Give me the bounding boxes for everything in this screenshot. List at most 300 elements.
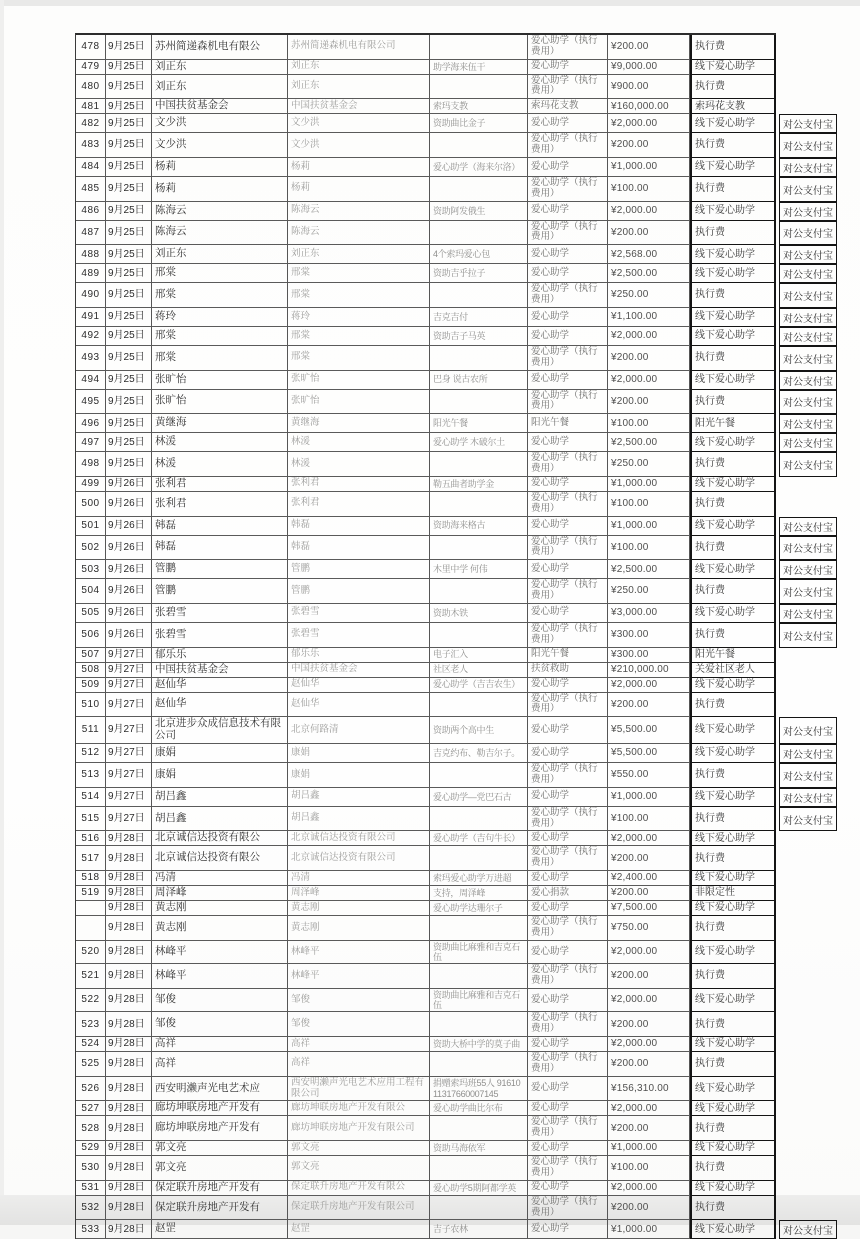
date-cell: 9月25日 <box>106 390 152 415</box>
donor-name-cell: 冯清 <box>152 871 288 886</box>
purpose-cell: 资助阿发俄生 <box>430 202 528 221</box>
payment-method-cell: 对公支付宝 <box>779 604 837 623</box>
date-cell: 9月28日 <box>106 1052 152 1077</box>
donor-name-cell: 林湲 <box>152 433 288 452</box>
donor-name-cell: 保定联升房地产开发有 <box>152 1196 288 1221</box>
donor-name-cell: 邢棠 <box>152 327 288 346</box>
category-cell: 爱心助学 <box>528 871 608 886</box>
payment-method-cell: 对公支付宝 <box>779 245 837 264</box>
row-number-cell: 524 <box>76 1037 106 1052</box>
purpose-cell <box>430 452 528 477</box>
amount-cell: ¥2,000.00 <box>608 1101 690 1116</box>
row-number-cell: 528 <box>76 1116 106 1141</box>
date-cell: 9月25日 <box>106 35 152 60</box>
note-cell: 执行费 <box>690 283 776 308</box>
row-number-cell: 497 <box>76 433 106 452</box>
payment-method-cell <box>779 941 785 965</box>
purpose-cell: 资助木铁 <box>430 604 528 623</box>
note-cell: 阳光午餐 <box>690 414 776 433</box>
row-number-cell: 499 <box>76 477 106 492</box>
date-cell: 9月28日 <box>106 1101 152 1116</box>
payment-method-cell <box>779 1196 785 1221</box>
donor-name-copy-cell: 张旷怡 <box>288 390 430 415</box>
date-cell: 9月27日 <box>106 693 152 718</box>
donor-name-copy-cell: 蒋玲 <box>288 308 430 327</box>
amount-cell: ¥5,500.00 <box>608 744 690 763</box>
purpose-cell: 爱心助学达珊尔子 <box>430 901 528 916</box>
donor-name-copy-cell: 赵仙华 <box>288 693 430 718</box>
amount-cell: ¥2,568.00 <box>608 245 690 264</box>
category-cell: 爱心助学（执行费用） <box>528 133 608 158</box>
amount-cell: ¥5,500.00 <box>608 717 690 744</box>
category-cell: 爱心助学 <box>528 604 608 623</box>
date-cell: 9月28日 <box>106 964 152 989</box>
purpose-cell <box>430 346 528 371</box>
table-row <box>76 492 776 517</box>
category-cell: 扶贫救助 <box>528 663 608 678</box>
donor-name-copy-cell: 黄志刚 <box>288 901 430 916</box>
table-row <box>76 433 833 452</box>
table-row <box>76 371 833 390</box>
table-row <box>76 389 833 415</box>
scan-artifact-left <box>0 0 4 1225</box>
donor-name-copy-cell: 胡吕鑫 <box>288 788 430 807</box>
date-cell: 9月25日 <box>106 283 152 308</box>
date-cell: 9月26日 <box>106 536 152 561</box>
note-cell: 执行费 <box>690 964 776 989</box>
donor-name-cell: 黄志刚 <box>152 901 288 916</box>
amount-cell: ¥200.00 <box>608 390 690 415</box>
note-cell: 执行费 <box>690 916 776 941</box>
amount-cell: ¥1,000.00 <box>608 517 690 536</box>
donor-name-copy-cell: 胡吕鑫 <box>288 807 430 832</box>
payment-method-cell: 对公支付宝 <box>779 390 837 415</box>
amount-cell: ¥200.00 <box>608 886 690 901</box>
amount-cell: ¥2,000.00 <box>608 678 690 693</box>
row-number-cell: 521 <box>76 964 106 989</box>
row-number-cell: 485 <box>76 177 106 202</box>
table-row <box>76 901 776 916</box>
donor-name-cell: 郭文亮 <box>152 1156 288 1181</box>
note-cell: 线下爱心助学 <box>690 717 776 744</box>
table-row <box>76 202 833 221</box>
purpose-cell: 爱心助学（吉句牛长） <box>430 831 528 846</box>
donor-name-copy-cell: 杨莉 <box>288 177 430 202</box>
donor-name-copy-cell: 郭文亮 <box>288 1156 430 1181</box>
note-cell: 线下爱心助学 <box>690 1077 776 1102</box>
note-cell: 执行费 <box>690 536 776 561</box>
row-number-cell: 484 <box>76 158 106 177</box>
donor-name-cell: 北京诚信达投资有限公 <box>152 831 288 846</box>
table-row <box>76 941 776 965</box>
amount-cell: ¥200.00 <box>608 346 690 371</box>
payment-method-cell <box>779 901 785 916</box>
note-cell: 执行费 <box>690 807 776 832</box>
date-cell: 9月27日 <box>106 663 152 678</box>
amount-cell: ¥200.00 <box>608 846 690 871</box>
purpose-cell <box>430 1052 528 1077</box>
row-number-cell: 483 <box>76 133 106 158</box>
note-cell: 线下爱心助学 <box>690 678 776 693</box>
donor-name-copy-cell: 郁乐乐 <box>288 648 430 663</box>
row-number-cell: 496 <box>76 414 106 433</box>
table-row <box>76 1196 776 1221</box>
amount-cell: ¥1,000.00 <box>608 1220 690 1239</box>
purpose-cell: 资助曲比金子 <box>430 114 528 133</box>
payment-method-cell <box>779 846 785 871</box>
amount-cell: ¥2,000.00 <box>608 831 690 846</box>
donor-name-cell: 刘正东 <box>152 245 288 264</box>
date-cell: 9月25日 <box>106 433 152 452</box>
purpose-cell <box>430 177 528 202</box>
category-cell: 爱心助学（执行费用） <box>528 763 608 788</box>
donor-name-cell: 康娟 <box>152 763 288 788</box>
note-cell: 线下爱心助学 <box>690 831 776 846</box>
date-cell: 9月25日 <box>106 75 152 100</box>
donor-name-cell: 张利君 <box>152 492 288 517</box>
donor-name-copy-cell: 廊坊坤联房地产开发有限公司 <box>288 1116 430 1141</box>
row-number-cell: 519 <box>76 886 106 901</box>
note-cell: 执行费 <box>690 35 776 60</box>
donor-name-cell: 张旷怡 <box>152 390 288 415</box>
donor-name-cell: 黄继海 <box>152 414 288 433</box>
row-number-cell: 532 <box>76 1196 106 1221</box>
donor-name-copy-cell: 高祥 <box>288 1052 430 1077</box>
payment-method-cell <box>779 1101 785 1116</box>
table-row <box>76 763 833 788</box>
row-number-cell: 479 <box>76 60 106 75</box>
donor-name-copy-cell: 康娟 <box>288 763 430 788</box>
purpose-cell <box>430 964 528 989</box>
note-cell: 执行费 <box>690 763 776 788</box>
purpose-cell <box>430 133 528 158</box>
payment-method-cell <box>779 648 785 663</box>
amount-cell: ¥2,000.00 <box>608 1037 690 1052</box>
payment-method-cell: 对公支付宝 <box>779 371 837 390</box>
purpose-cell: 巴身 说古农所 <box>430 371 528 390</box>
category-cell: 爱心助学 <box>528 831 608 846</box>
note-cell: 执行费 <box>690 579 776 604</box>
payment-method-cell <box>779 871 785 886</box>
table-row <box>76 283 833 308</box>
purpose-cell: 爱心助学曲比尔布 <box>430 1101 528 1116</box>
category-cell: 爱心助学（执行费用） <box>528 1012 608 1037</box>
purpose-cell <box>430 1012 528 1037</box>
table-row <box>76 35 776 60</box>
purpose-cell: 爱心助学5期阿都学英 <box>430 1181 528 1196</box>
payment-method-cell <box>779 693 785 718</box>
amount-cell: ¥2,000.00 <box>608 114 690 133</box>
row-number-cell: 489 <box>76 264 106 283</box>
category-cell: 爱心助学 <box>528 477 608 492</box>
date-cell: 9月27日 <box>106 788 152 807</box>
date-cell: 9月25日 <box>106 99 152 114</box>
donor-name-cell: 陈海云 <box>152 202 288 221</box>
row-number-cell: 494 <box>76 371 106 390</box>
payment-method-cell: 对公支付宝 <box>779 221 837 246</box>
donor-name-copy-cell: 邹俊 <box>288 989 430 1013</box>
table-row <box>76 345 833 371</box>
category-cell: 爱心助学 <box>528 202 608 221</box>
row-number-cell: 492 <box>76 327 106 346</box>
purpose-cell: 资助曲比麻雅和吉克石伍 <box>430 989 528 1013</box>
payment-method-cell: 对公支付宝 <box>779 308 837 327</box>
donor-name-copy-cell: 苏州简递森机电有限公司 <box>288 35 430 60</box>
row-number-cell: 523 <box>76 1012 106 1037</box>
purpose-cell: 木里中学 何伟 <box>430 560 528 579</box>
category-cell: 爱心助学（执行费用） <box>528 283 608 308</box>
donor-name-cell: 张碧雪 <box>152 604 288 623</box>
donor-name-copy-cell: 文少洪 <box>288 133 430 158</box>
table-row <box>76 744 833 763</box>
table-row <box>76 452 833 477</box>
date-cell: 9月27日 <box>106 648 152 663</box>
category-cell: 爱心助学 <box>528 60 608 75</box>
payment-method-cell: 对公支付宝 <box>779 763 837 788</box>
table-row <box>76 648 776 663</box>
payment-method-cell: 对公支付宝 <box>779 177 837 202</box>
category-cell: 爱心助学（执行费用） <box>528 75 608 100</box>
note-cell: 线下爱心助学 <box>690 517 776 536</box>
category-cell: 爱心助学（执行费用） <box>528 346 608 371</box>
date-cell: 9月25日 <box>106 245 152 264</box>
donor-name-cell: 北京诚信达投资有限公 <box>152 846 288 871</box>
payment-method-cell: 对公支付宝 <box>779 433 837 452</box>
purpose-cell: 资助吉乎拉子 <box>430 264 528 283</box>
category-cell: 爱心助学 <box>528 1101 608 1116</box>
date-cell: 9月28日 <box>106 831 152 846</box>
donor-name-cell: 林湲 <box>152 452 288 477</box>
donor-name-cell: 郁乐乐 <box>152 648 288 663</box>
row-number-cell: 493 <box>76 346 106 371</box>
category-cell: 爱心助学 <box>528 744 608 763</box>
row-number-cell: 516 <box>76 831 106 846</box>
donor-name-copy-cell: 管鹏 <box>288 560 430 579</box>
category-cell: 阳光午餐 <box>528 414 608 433</box>
date-cell: 9月26日 <box>106 477 152 492</box>
date-cell: 9月26日 <box>106 560 152 579</box>
row-number-cell: 506 <box>76 623 106 648</box>
donor-name-cell: 胡吕鑫 <box>152 788 288 807</box>
category-cell: 爱心助学 <box>528 717 608 744</box>
purpose-cell <box>430 1156 528 1181</box>
table-row <box>76 535 833 561</box>
table-row <box>76 1101 776 1116</box>
donor-name-copy-cell: 刘正东 <box>288 60 430 75</box>
category-cell: 爱心助学 <box>528 678 608 693</box>
note-cell: 线下爱心助学 <box>690 1101 776 1116</box>
date-cell: 9月28日 <box>106 941 152 965</box>
donor-name-cell: 张旷怡 <box>152 371 288 390</box>
table-row <box>76 1052 776 1077</box>
table-row <box>76 477 776 492</box>
date-cell: 9月25日 <box>106 202 152 221</box>
payment-method-cell <box>779 1077 785 1102</box>
date-cell: 9月28日 <box>106 1116 152 1141</box>
date-cell: 9月28日 <box>106 1037 152 1052</box>
category-cell: 爱心助学（执行费用） <box>528 623 608 648</box>
date-cell: 9月28日 <box>106 886 152 901</box>
amount-cell: ¥1,100.00 <box>608 308 690 327</box>
payment-method-cell <box>779 477 785 492</box>
purpose-cell: 资助两个高中生 <box>430 717 528 744</box>
category-cell: 爱心助学 <box>528 264 608 283</box>
row-number-cell: 531 <box>76 1181 106 1196</box>
amount-cell: ¥250.00 <box>608 452 690 477</box>
purpose-cell <box>430 536 528 561</box>
donor-name-cell: 蒋玲 <box>152 308 288 327</box>
payment-method-cell: 对公支付宝 <box>779 744 837 763</box>
row-number-cell: 530 <box>76 1156 106 1181</box>
row-number-cell: 517 <box>76 846 106 871</box>
note-cell: 线下爱心助学 <box>690 308 776 327</box>
date-cell: 9月25日 <box>106 60 152 75</box>
note-cell: 执行费 <box>690 492 776 517</box>
category-cell: 爱心助学（执行费用） <box>528 916 608 941</box>
date-cell: 9月25日 <box>106 371 152 390</box>
date-cell: 9月28日 <box>106 1220 152 1239</box>
amount-cell: ¥200.00 <box>608 1052 690 1077</box>
donor-name-copy-cell: 陈海云 <box>288 221 430 246</box>
table-row <box>76 989 776 1013</box>
row-number-cell: 507 <box>76 648 106 663</box>
amount-cell: ¥200.00 <box>608 133 690 158</box>
category-cell: 爱心助学（执行费用） <box>528 177 608 202</box>
donor-name-copy-cell: 中国扶贫基金会 <box>288 99 430 114</box>
donor-name-copy-cell: 黄继海 <box>288 414 430 433</box>
payment-method-cell: 对公支付宝 <box>779 114 837 133</box>
table-row <box>76 75 776 100</box>
category-cell: 爱心助学（执行费用） <box>528 1116 608 1141</box>
donor-name-copy-cell: 林湲 <box>288 433 430 452</box>
donor-name-cell: 刘正东 <box>152 75 288 100</box>
row-number-cell: 503 <box>76 560 106 579</box>
row-number-cell: 495 <box>76 390 106 415</box>
table-row <box>76 176 833 202</box>
donor-name-copy-cell: 中国扶贫基金会 <box>288 663 430 678</box>
note-cell: 线下爱心助学 <box>690 114 776 133</box>
category-cell: 爱心助学 <box>528 517 608 536</box>
purpose-cell: 资助大桥中学的莫子曲 <box>430 1037 528 1052</box>
category-cell: 爱心助学（执行费用） <box>528 390 608 415</box>
table-row <box>76 788 833 807</box>
payment-method-cell: 对公支付宝 <box>779 1220 837 1239</box>
category-cell: 爱心助学 <box>528 114 608 133</box>
payment-method-cell: 对公支付宝 <box>779 414 837 433</box>
category-cell: 爱心助学 <box>528 308 608 327</box>
category-cell: 爱心助学 <box>528 901 608 916</box>
amount-cell: ¥1,000.00 <box>608 788 690 807</box>
category-cell: 爱心助学 <box>528 941 608 965</box>
category-cell: 爱心助学 <box>528 989 608 1013</box>
date-cell: 9月26日 <box>106 492 152 517</box>
row-number-cell: 529 <box>76 1141 106 1156</box>
amount-cell: ¥100.00 <box>608 492 690 517</box>
category-cell: 阳光午餐 <box>528 648 608 663</box>
date-cell: 9月28日 <box>106 989 152 1013</box>
donor-name-copy-cell: 张碧雪 <box>288 604 430 623</box>
row-number-cell: 502 <box>76 536 106 561</box>
category-cell: 爱心助学 <box>528 1077 608 1102</box>
purpose-cell: 资助海来格古 <box>430 517 528 536</box>
table-row <box>76 517 833 536</box>
donor-name-copy-cell: 高祥 <box>288 1037 430 1052</box>
note-cell: 线下爱心助学 <box>690 871 776 886</box>
date-cell: 9月26日 <box>106 579 152 604</box>
row-number-cell: 508 <box>76 663 106 678</box>
donor-name-copy-cell: 邢棠 <box>288 283 430 308</box>
row-number-cell: 526 <box>76 1077 106 1102</box>
date-cell: 9月26日 <box>106 517 152 536</box>
payment-method-cell <box>779 678 785 693</box>
note-cell: 线下爱心助学 <box>690 371 776 390</box>
amount-cell: ¥2,000.00 <box>608 941 690 965</box>
note-cell: 执行费 <box>690 1012 776 1037</box>
date-cell: 9月28日 <box>106 871 152 886</box>
amount-cell: ¥750.00 <box>608 916 690 941</box>
note-cell: 线下爱心助学 <box>690 989 776 1013</box>
donor-name-copy-cell: 北京诚信达投资有限公司 <box>288 831 430 846</box>
donor-name-cell: 廊坊坤联房地产开发有 <box>152 1116 288 1141</box>
category-cell: 爱心助学 <box>528 433 608 452</box>
amount-cell: ¥2,500.00 <box>608 560 690 579</box>
note-cell: 执行费 <box>690 693 776 718</box>
row-number-cell: 533 <box>76 1220 106 1239</box>
note-cell: 索玛花支教 <box>690 99 776 114</box>
payment-method-cell: 对公支付宝 <box>779 133 837 158</box>
purpose-cell <box>430 916 528 941</box>
note-cell: 线下爱心助学 <box>690 941 776 965</box>
purpose-cell: 吉克约布、勒吉尔子。 <box>430 744 528 763</box>
date-cell: 9月26日 <box>106 623 152 648</box>
amount-cell: ¥2,400.00 <box>608 871 690 886</box>
note-cell: 线下爱心助学 <box>690 1037 776 1052</box>
note-cell: 执行费 <box>690 390 776 415</box>
purpose-cell: 电子汇入 <box>430 648 528 663</box>
date-cell: 9月27日 <box>106 744 152 763</box>
purpose-cell <box>430 35 528 60</box>
category-cell: 爱心助学 <box>528 1181 608 1196</box>
category-cell: 爱心助学（执行费用） <box>528 579 608 604</box>
note-cell: 执行费 <box>690 133 776 158</box>
purpose-cell: 助学海来伍干 <box>430 60 528 75</box>
table-row <box>76 663 776 678</box>
amount-cell: ¥200.00 <box>608 1012 690 1037</box>
amount-cell: ¥200.00 <box>608 221 690 246</box>
date-cell: 9月25日 <box>106 158 152 177</box>
amount-cell: ¥550.00 <box>608 763 690 788</box>
payment-method-cell: 对公支付宝 <box>779 264 837 283</box>
date-cell: 9月25日 <box>106 221 152 246</box>
donor-name-cell: 陈海云 <box>152 221 288 246</box>
purpose-cell: 资助曲比麻雅和吉克石伍 <box>430 941 528 965</box>
table-row <box>76 1012 776 1037</box>
donor-name-cell: 北京进步众成信息技术有限公司 <box>152 717 288 744</box>
note-cell: 执行费 <box>690 75 776 100</box>
purpose-cell: 索玛支教 <box>430 99 528 114</box>
donor-name-copy-cell: 保定联升房地产开发有限公司 <box>288 1196 430 1221</box>
row-number-cell: 509 <box>76 678 106 693</box>
payment-method-cell: 对公支付宝 <box>779 560 837 579</box>
donor-name-cell: 郭文亮 <box>152 1141 288 1156</box>
payment-method-cell <box>779 1116 785 1141</box>
purpose-cell: 勒五曲者助学金 <box>430 477 528 492</box>
payment-method-cell <box>779 99 785 114</box>
date-cell: 9月25日 <box>106 177 152 202</box>
donor-name-cell: 康娟 <box>152 744 288 763</box>
payment-method-cell <box>779 916 785 941</box>
row-number-cell: 511 <box>76 717 106 744</box>
